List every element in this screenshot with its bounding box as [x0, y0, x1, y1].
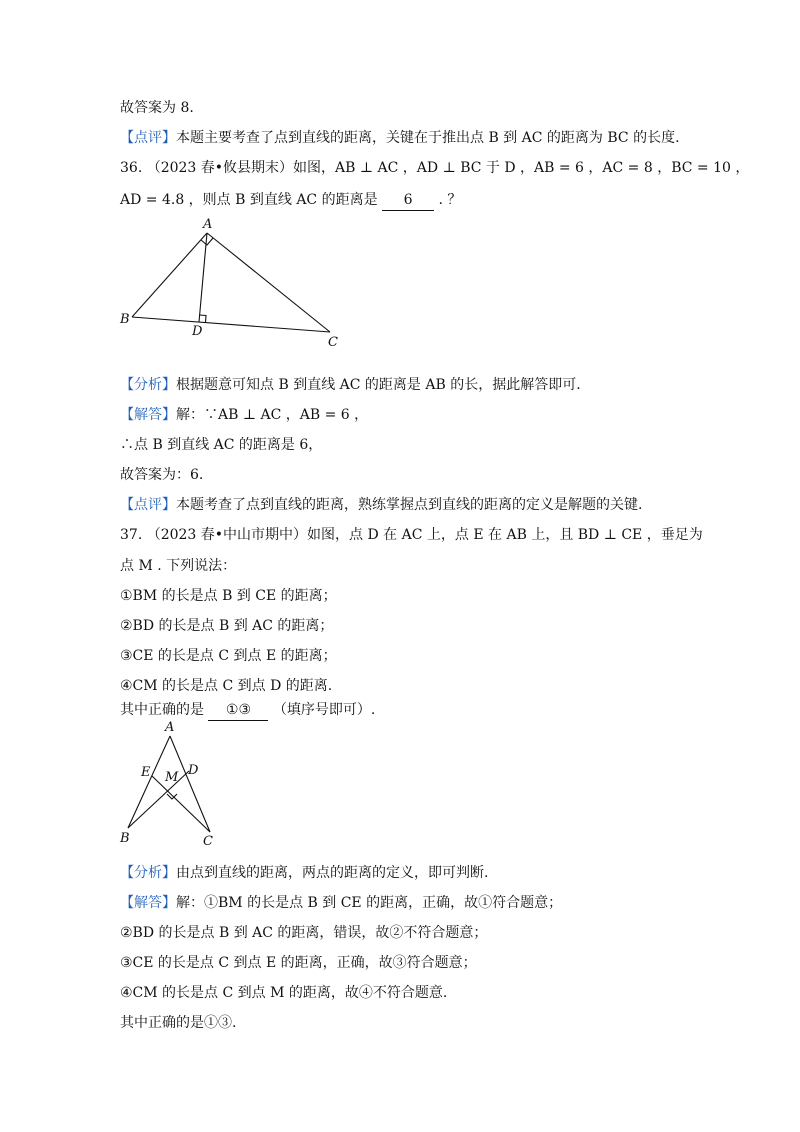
option-3: ③CE 的长是点 C 到点 E 的距离； — [120, 648, 337, 664]
fig2-label-c: C — [203, 834, 213, 846]
solution-37-line-5: 其中正确的是①③. — [120, 1015, 237, 1031]
analysis-text: 根据题意可知点 B 到直线 AC 的距离是 AB 的长，据此解答即可. — [176, 377, 581, 393]
comment-text: 本题考查了点到直线的距离，熟练掌握点到直线的距离的定义是解题的关键. — [176, 497, 643, 513]
fig2-label-a: A — [165, 720, 175, 735]
solution-tag: 【解答】 — [120, 407, 176, 423]
solution-36 — [120, 405, 368, 425]
q36-suffix: . ？ — [438, 192, 462, 208]
fig2-label-b: B — [120, 831, 130, 846]
answer-line: 故答案为 8. — [120, 100, 194, 116]
analysis-36 — [120, 375, 581, 395]
fig2-label-e: E — [141, 765, 151, 780]
q37-answer: ①③ — [208, 700, 268, 721]
comment-text: 本题主要考查了点到直线的距离，关键在于推出点 B 到 AC 的距离为 BC 的长度. — [176, 130, 680, 146]
figure-37-triangle — [110, 718, 230, 846]
comment-line — [120, 128, 680, 148]
option-4: ④CM 的长是点 C 到点 D 的距离. — [120, 678, 333, 694]
analysis-tag: 【分析】 — [120, 865, 176, 881]
option-1: ①BM 的长是点 B 到 CE 的距离； — [120, 588, 337, 604]
solution-text: 解：①BM 的长是点 B 到 CE 的距离，正确，故①符合题意； — [176, 895, 563, 911]
fig1-label-b: B — [120, 312, 130, 327]
fig1-label-a: A — [203, 217, 213, 232]
question-36-line-1: 36. （2023 春•攸县期末）如图，AB ⊥ AC ，AD ⊥ BC 于 D ，AB = 6 ，AC = 8 ，BC = 10 ， — [120, 160, 750, 176]
option-2: ②BD 的长是点 B 到 AC 的距离； — [120, 618, 334, 634]
analysis-tag: 【分析】 — [120, 377, 176, 393]
solution-tag: 【解答】 — [120, 895, 176, 911]
q37-prefix: 其中正确的是 — [120, 702, 204, 718]
question-37-line-1: 37. （2023 春•中山市期中）如图，点 D 在 AC 上，点 E 在 AB 上，且 BD ⊥ CE ，垂足为 — [120, 527, 703, 543]
solution-36-line-3: 故答案为：6. — [120, 467, 204, 483]
question-37-line-2: 点 M . 下列说法： — [120, 558, 237, 574]
solution-37 — [120, 893, 562, 913]
q36-prefix: AD = 4.8 ，则点 B 到直线 AC 的距离是 — [120, 192, 378, 208]
fig1-label-c: C — [328, 335, 338, 350]
comment-tag: 【点评】 — [120, 130, 176, 146]
fig2-label-m: M — [165, 770, 179, 785]
analysis-text: 由点到直线的距离，两点的距离的定义，即可判断. — [176, 865, 489, 881]
comment-36 — [120, 495, 642, 515]
solution-37-line-3: ③CE 的长是点 C 到点 E 的距离，正确，故③符合题意； — [120, 955, 477, 971]
question-36-line-2 — [120, 190, 461, 211]
solution-text: 解：∵AB ⊥ AC ，AB = 6 ， — [176, 407, 369, 423]
solution-37-line-2: ②BD 的长是点 B 到 AC 的距离，错误，故②不符合题意； — [120, 925, 488, 941]
solution-37-line-4: ④CM 的长是点 C 到点 M 的距离，故④不符合题意. — [120, 985, 448, 1001]
fig1-label-d: D — [192, 324, 203, 339]
figure-36-triangle — [110, 214, 360, 354]
q36-answer: 6 — [382, 190, 434, 211]
comment-tag: 【点评】 — [120, 497, 176, 513]
solution-36-line-2: ∴点 B 到直线 AC 的距离是 6， — [120, 437, 323, 453]
q37-suffix: （填序号即可）. — [272, 702, 376, 718]
analysis-37 — [120, 863, 488, 883]
fig2-label-d: D — [188, 763, 199, 778]
